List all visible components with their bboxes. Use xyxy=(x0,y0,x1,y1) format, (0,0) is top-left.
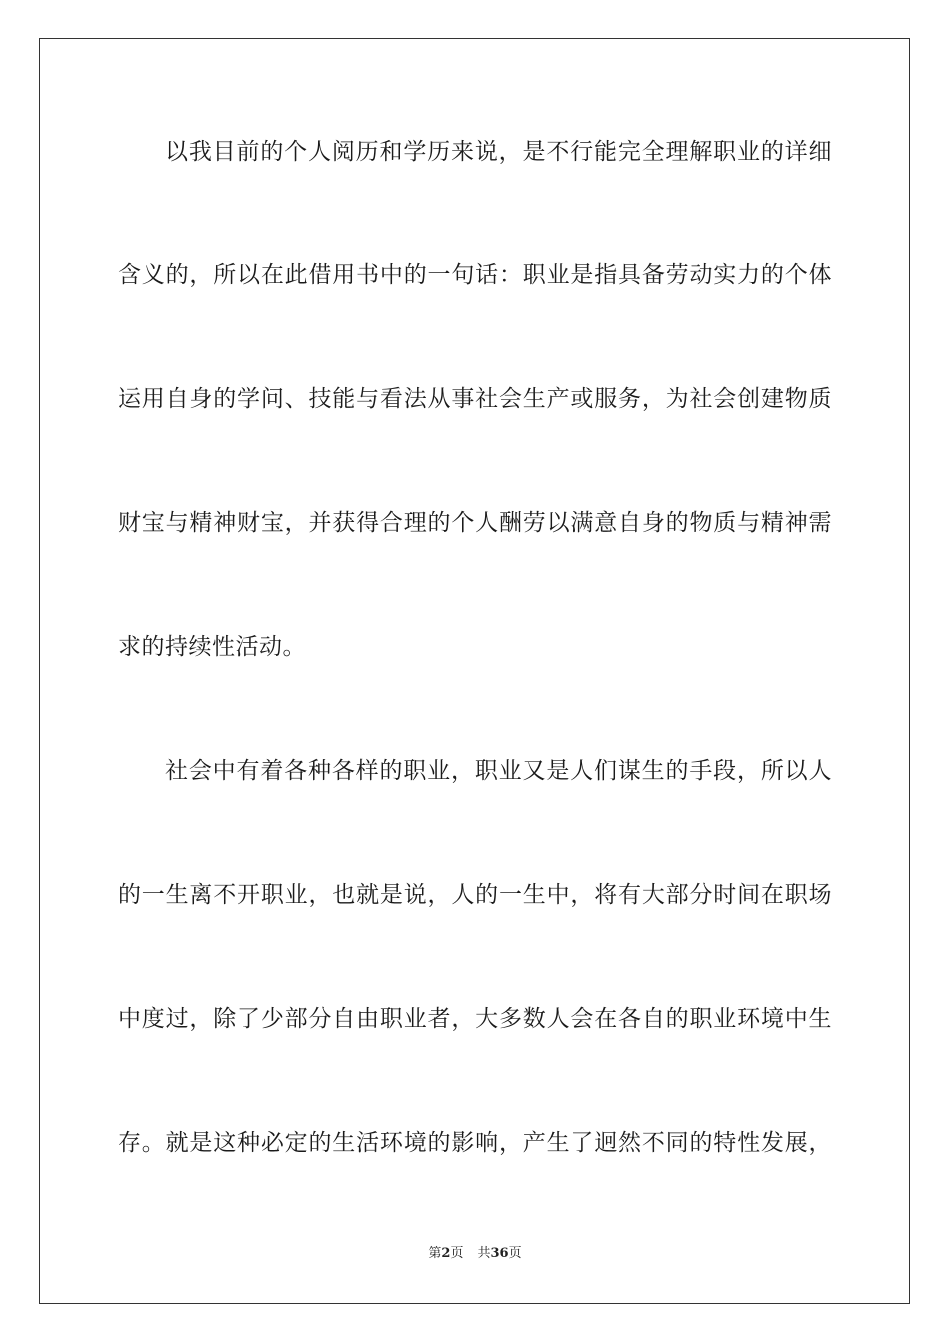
text-line: 运用自身的学问、技能与看法从事社会生产或服务，为社会创建物质 xyxy=(118,386,832,412)
page-suffix: 页 xyxy=(450,1246,464,1261)
total-prefix: 共 xyxy=(477,1246,491,1261)
page-prefix: 第 xyxy=(428,1246,442,1261)
total-suffix: 页 xyxy=(508,1246,522,1261)
text-line: 的一生离不开职业，也就是说，人的一生中，将有大部分时间在职场 xyxy=(118,882,832,908)
total-pages: 36 xyxy=(490,1246,509,1261)
text-line: 含义的，所以在此借用书中的一句话：职业是指具备劳动实力的个体 xyxy=(118,262,832,288)
page-number: 2 xyxy=(441,1246,451,1261)
text-line: 中度过，除了少部分自由职业者，大多数人会在各自的职业环境中生 xyxy=(118,1006,832,1032)
page-border xyxy=(39,38,910,1304)
text-line: 以我目前的个人阅历和学历来说，是不行能完全理解职业的详细 xyxy=(165,139,832,165)
page-footer xyxy=(0,1245,950,1263)
text-line: 社会中有着各种各样的职业，职业又是人们谋生的手段，所以人 xyxy=(165,758,832,784)
text-line: 求的持续性活动。 xyxy=(118,634,306,660)
text-line: 财宝与精神财宝，并获得合理的个人酬劳以满意自身的物质与精神需 xyxy=(118,510,832,536)
text-line: 存。就是这种必定的生活环境的影响，产生了迥然不同的特性发展， xyxy=(118,1130,832,1156)
